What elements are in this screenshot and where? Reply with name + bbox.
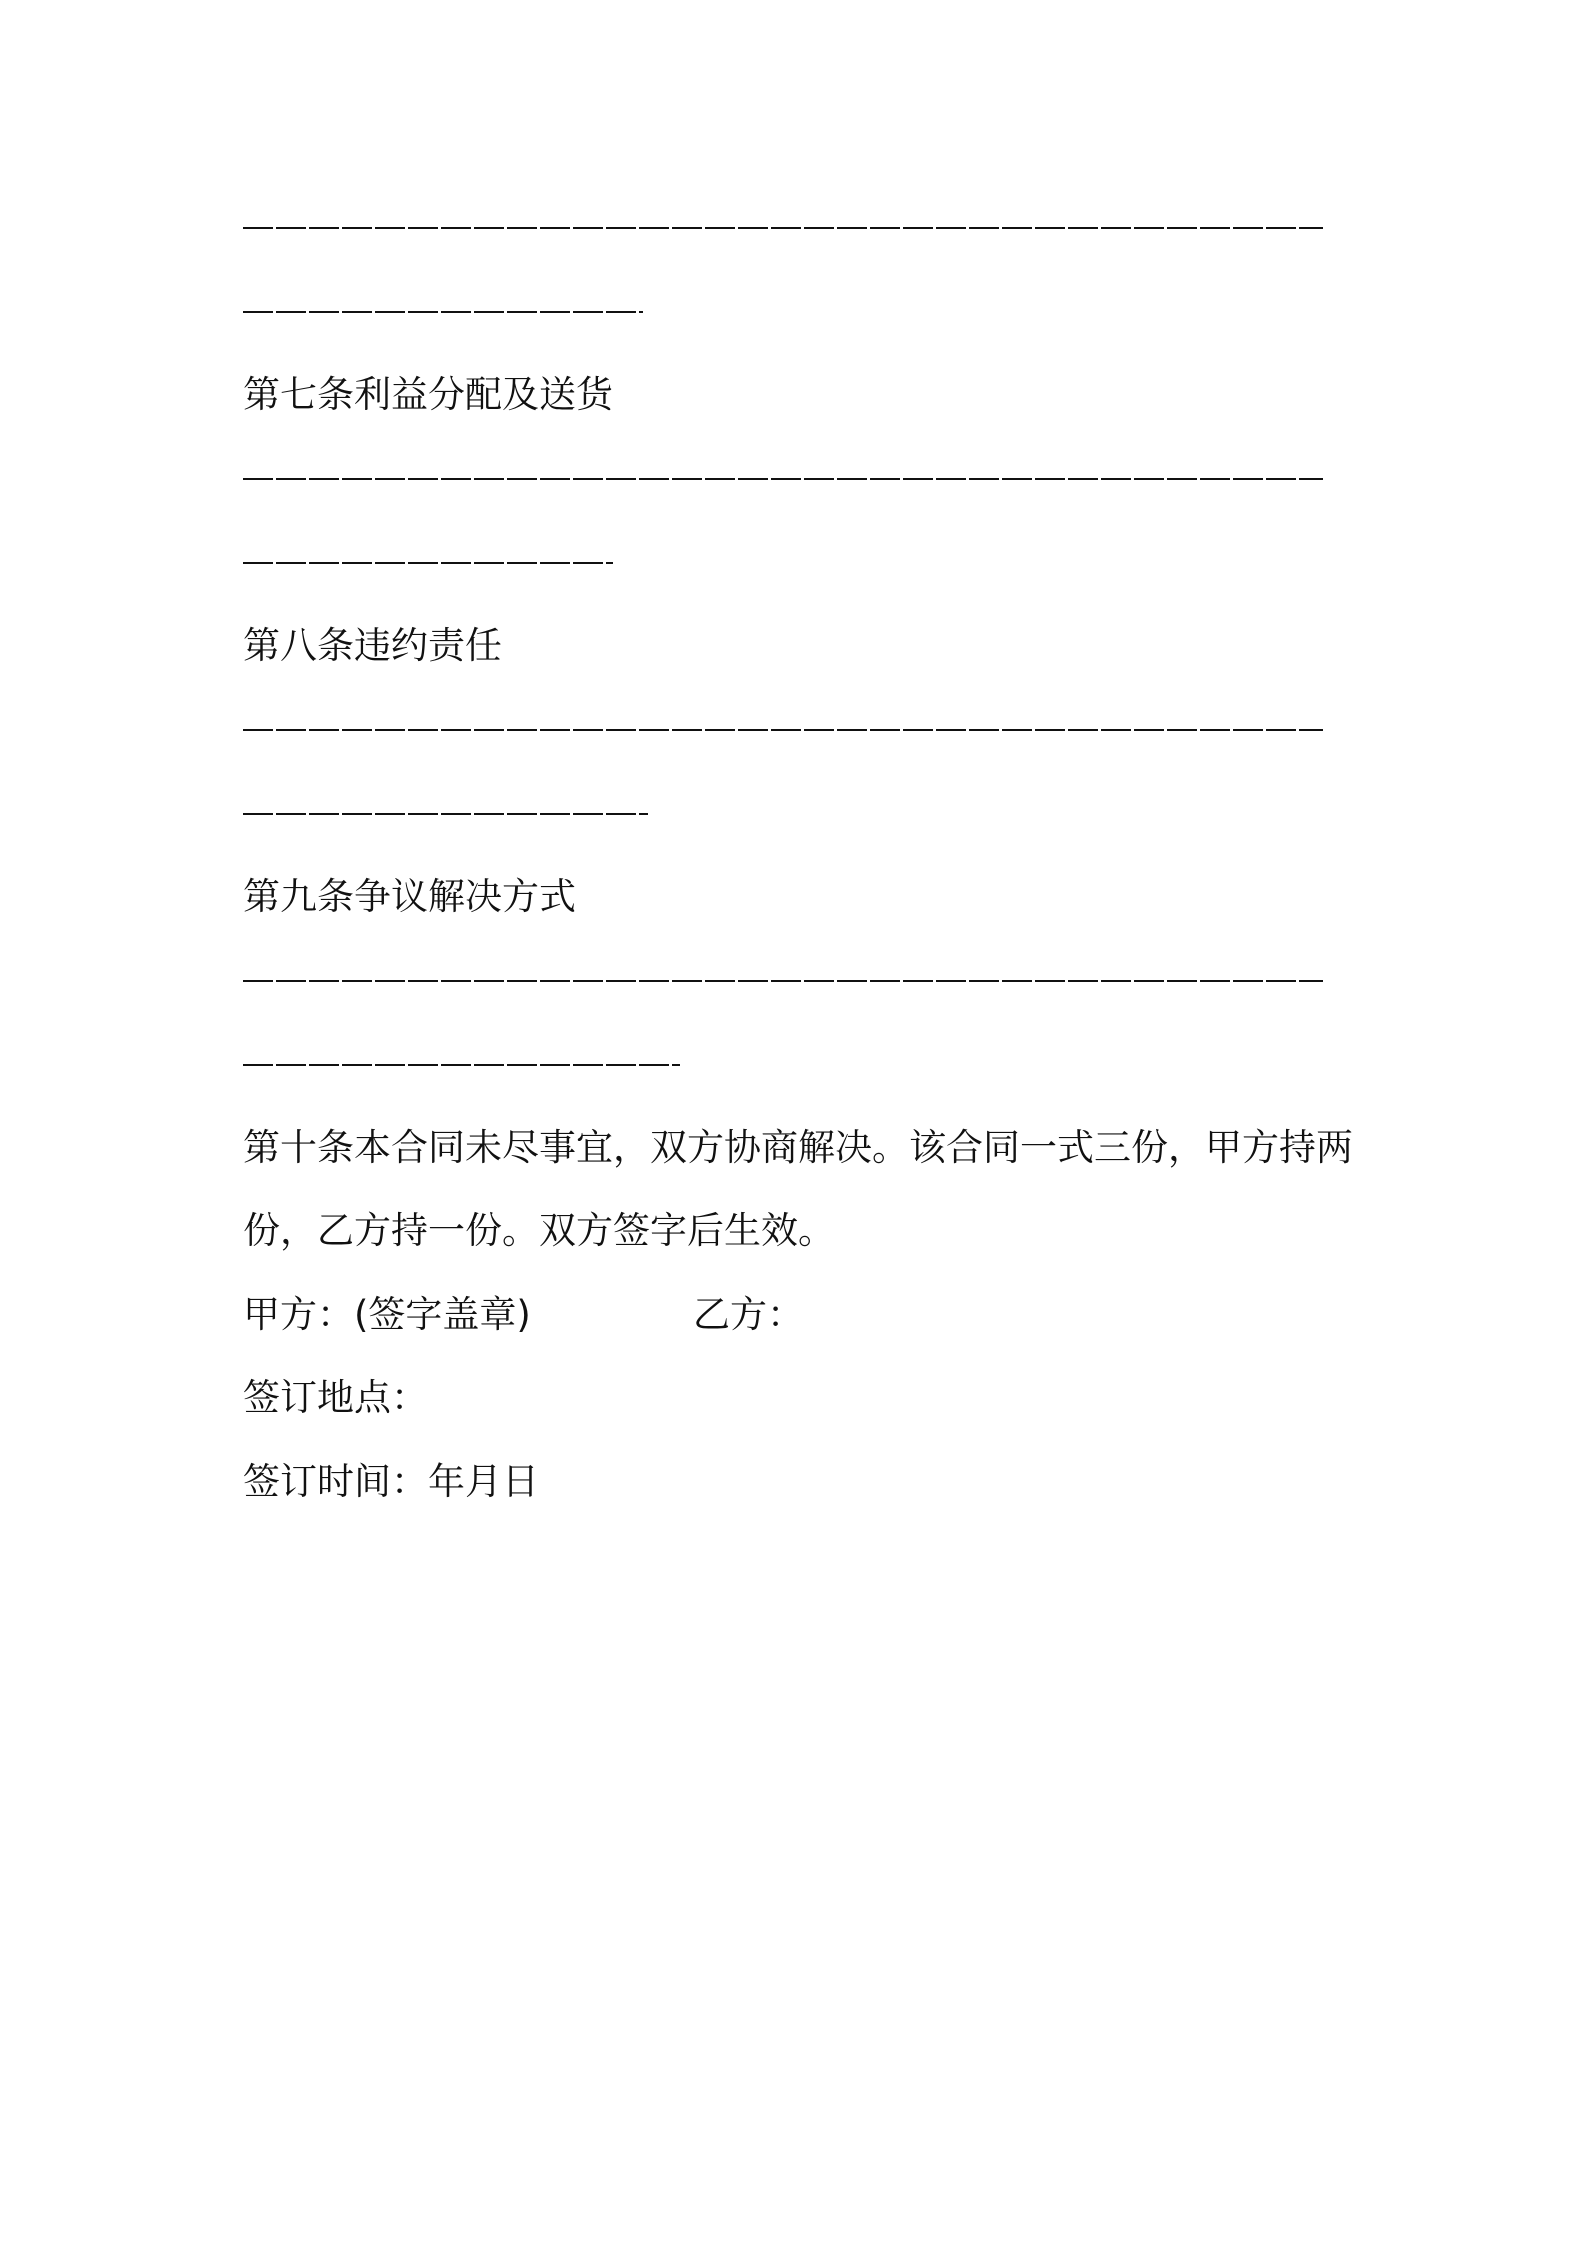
sign-place: 签订地点：	[243, 1376, 428, 1419]
article-10-line-1: 第十条本合同未尽事宜，双方协商解决。该合同一式三份，甲方持两	[243, 1126, 1353, 1169]
article-8-title: 第八条违约责任	[243, 624, 502, 667]
blank-line	[243, 813, 648, 815]
party-a-signature: 甲方：(签字盖章)	[243, 1293, 531, 1336]
article-9-title: 第九条争议解决方式	[243, 875, 576, 918]
blank-line	[243, 227, 1323, 229]
sign-time: 签订时间：年月日	[243, 1460, 539, 1503]
blank-line	[243, 478, 1323, 480]
article-7-title: 第七条利益分配及送货	[243, 373, 613, 416]
blank-line	[243, 311, 643, 313]
blank-line	[243, 562, 613, 564]
article-10-line-2: 份，乙方持一份。双方签字后生效。	[243, 1209, 835, 1252]
blank-line	[243, 980, 1323, 982]
blank-line	[243, 1064, 680, 1066]
party-b-signature: 乙方：	[693, 1293, 804, 1336]
blank-line	[243, 729, 1323, 731]
